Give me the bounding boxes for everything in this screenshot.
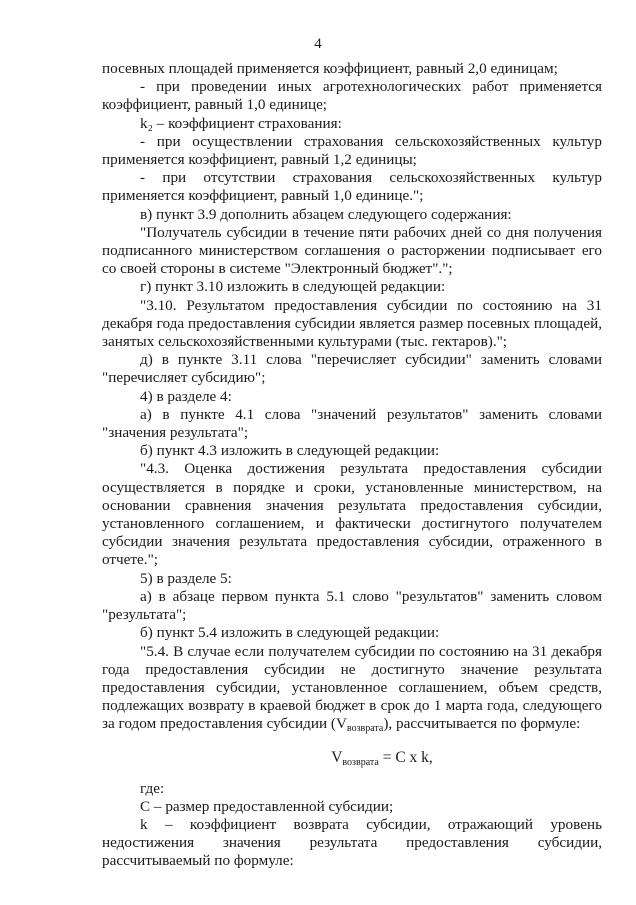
paragraph-12: б) пункт 4.3 изложить в следующей редакции: [140,442,440,460]
after-paragraph-2: k – коэффициент возврата субсидии, отражающий уровень недостижения значения результата предоставления субсидии, рассчитываемый по формуле: [102,815,602,870]
paragraph-1: - при проведении иных агротехнологических работ применяется коэффициент, равный 1,0 единице; [102,78,602,114]
paragraph-4: - при отсутствии страхования сельскохозяйственных культур применяется коэффициент, равный 1,0 единице."; [102,169,602,205]
paragraph-15: а) в абзаце первом пункта 5.1 слово "результатов" заменить словом "результата"; [102,587,602,624]
paragraph-2: k₂ – коэффициент страхования: [140,114,342,132]
paragraph-list [102,60,602,643]
after-paragraph-1: C – размер предоставленной субсидии; [140,797,394,815]
page-number: 4 [314,36,322,52]
paragraph-0: посевных площадей применяется коэффициент, равный 2,0 единицам; [102,60,558,77]
formula [162,749,602,768]
paragraph-9: д) в пункте 3.11 слова "перечисляет субсидии" заменить словами "перечисляет субсидию"; [102,351,602,387]
formula-subscript: возврата [342,756,379,768]
paragraph-3: - при осуществлении страхования сельскохозяйственных культур применяется коэффициент, равный 1,2 единицы; [102,132,602,169]
paragraph-8: "3.10. Результатом предоставления субсидии по состоянию на 31 декабря года предоставления субсидии является размер посевных площадей, занятых сельскохозяйственными культурами (тыс. гектаров)."; [102,296,602,351]
formula-v: V [331,748,343,766]
paragraph-7: г) пункт 3.10 изложить в следующей редакции: [140,278,446,296]
paragraph-10: 4) в разделе 4: [140,387,232,405]
paragraph-5-4 [102,643,602,739]
paragraph-13: "4.3. Оценка достижения результата предоставления субсидии осуществляется в порядке и сроки, установленные министерством, на основании сравнения значения результата предоставления субсидии, установленного соглашением, и фактически достигнутого получателем субсидии значения результата предоставления субсидии, отраженного в отчете."; [102,460,602,569]
formula-rest: = C x k, [378,748,433,766]
after-paragraph-0: где: [140,779,165,797]
paragraph-14: 5) в разделе 5: [140,569,232,587]
paragraph-5: в) пункт 3.9 дополнить абзацем следующего содержания: [140,205,512,223]
paragraph-6: "Получатель субсидии в течение пяти рабочих дней со дня получения подписанного министерством соглашения о расторжении подписывает его со своей стороны в системе "Электронный бюджет"."; [102,223,602,278]
paragraph-11: а) в пункте 4.1 слова "значений результатов" заменить словами "значения результата"; [102,405,602,442]
document-body [102,60,602,871]
paragraph-5-4-tail: ), рассчитывается по формуле: [383,715,581,733]
paragraph-5-4-text: "5.4. В случае если получателем субсидии по состоянию на 31 декабря года предоставления субсидии не достигнуто значение результата предоставления субсидии, установленное соглашением, объем средств, подлежащих возврату в краевой бюджет в срок до 1 марта года, следующего за годом предоставления субсидии (V [102,642,602,733]
paragraph-5-4-subscript: возврата [346,723,384,735]
paragraph-16: б) пункт 5.4 изложить в следующей редакции: [140,624,440,642]
after-formula-list [102,780,602,871]
